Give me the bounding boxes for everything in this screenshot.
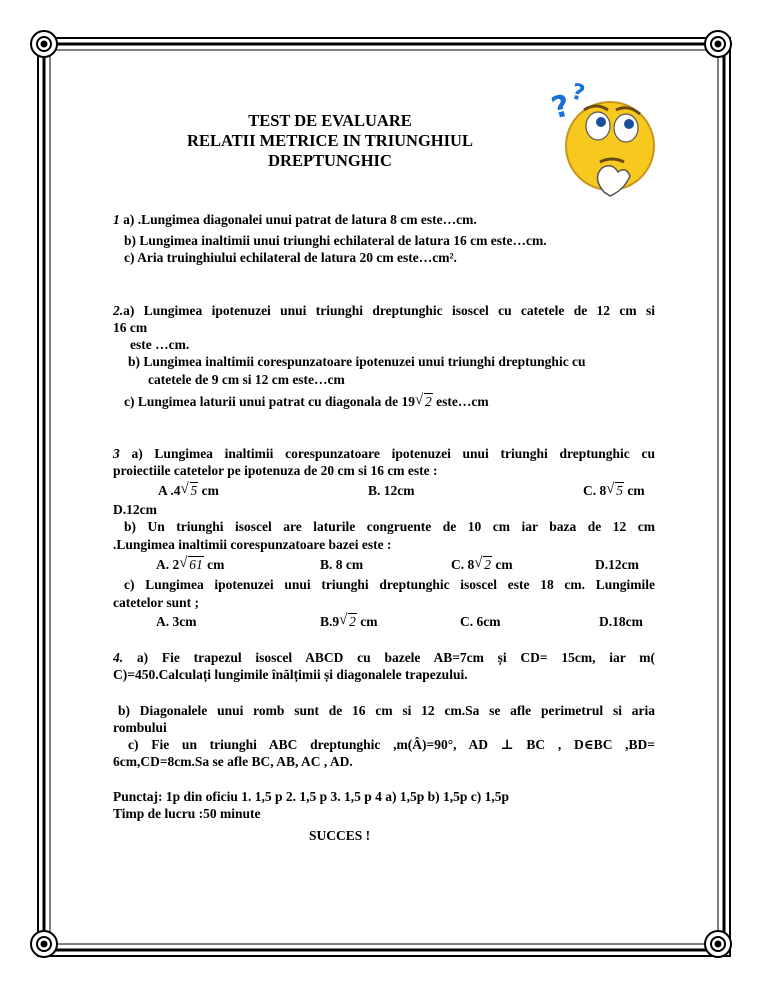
q4-a-line1: 4. a) Fie trapezul isoscel ABCD cu bazele AB=7cm și CD= 15cm, iar m( xyxy=(113,650,655,665)
q3-a-option-b: B. 12cm xyxy=(368,483,415,498)
q2-a-line2: 16 cm xyxy=(113,320,148,335)
sqrt-symbol: √ 5 xyxy=(606,483,624,499)
title-line-2: RELATII METRICE IN TRIUNGHIUL xyxy=(187,131,473,150)
q4-a-line2: C)=450.Calculați lungimile înălțimii și diagonalele trapezului. xyxy=(113,667,468,682)
q2-number: 2. xyxy=(113,303,124,318)
q3-b-option-b: B. 8 cm xyxy=(320,557,364,572)
q1-b: b) Lungimea inaltimii unui triunghi echilateral de latura 16 cm este…cm. xyxy=(124,233,547,248)
q2-c: c) Lungimea laturii unui patrat cu diagonala de 19√ 2 este…cm xyxy=(124,394,489,410)
q3-a-option-a: A .4√ 5 cm xyxy=(158,483,219,499)
q2-a-line1: 2.a) Lungimea ipotenuzei unui triunghi dreptunghic isoscel cu catetele de 12 cm si xyxy=(113,303,655,318)
svg-text:?: ? xyxy=(548,88,574,127)
q4-b-line2: rombului xyxy=(113,720,167,735)
q4-b-line1: b) Diagonalele unui romb sunt de 16 cm si 12 cm.Sa se afle perimetrul si aria xyxy=(118,703,655,718)
q1-c: c) Aria truinghiului echilateral de latura 20 cm este…cm². xyxy=(124,250,457,265)
q3-a-line1: 3 a) Lungimea inaltimii corespunzatoare ipotenuzei unui triunghi dreptunghic cu xyxy=(113,446,655,461)
q3-b-option-a: A. 2√ 61 cm xyxy=(156,557,224,573)
q1-a: 1 a) .Lungimea diagonalei unui patrat de latura 8 cm este…cm. xyxy=(113,212,477,227)
q4-c-line1: c) Fie un triunghi ABC dreptunghic ,m(Â)=90°, AD ⊥ BC , D∈BC ,BD= xyxy=(128,737,655,752)
sqrt-symbol: √ 5 xyxy=(181,483,199,499)
q2-a-line3: este …cm. xyxy=(130,337,190,352)
q3-b-option-c: C. 8√ 2 cm xyxy=(451,557,513,573)
sqrt-symbol: √ 2 xyxy=(415,394,433,410)
q3-number: 3 xyxy=(113,446,120,461)
q3-c-line2: catetelor sunt ; xyxy=(113,595,199,610)
q3-c-option-c: C. 6cm xyxy=(460,614,501,629)
q3-c-option-b: B.9√ 2 cm xyxy=(320,614,378,630)
q4-c-line2: 6cm,CD=8cm.Sa se afle BC, AB, AC , AD. xyxy=(113,754,353,769)
q3-c-option-d: D.18cm xyxy=(599,614,643,629)
punctaj-line: Punctaj: 1p din oficiu 1. 1,5 p 2. 1,5 p 3. 1,5 p 4 a) 1,5p b) 1,5p c) 1,5p xyxy=(113,789,510,804)
q3-b-line2: .Lungimea inaltimii corespunzatoare bazei este : xyxy=(113,537,392,552)
q3-c-line1: c) Lungimea ipotenuzei unui triunghi dreptunghic isoscel este 18 cm. Lungimile xyxy=(124,577,655,592)
sqrt-symbol: √ 2 xyxy=(474,557,492,573)
q4-number: 4. xyxy=(113,650,124,665)
q3-a-option-c: C. 8√ 5 cm xyxy=(583,483,645,499)
q2-b-line2: catetele de 9 cm si 12 cm este…cm xyxy=(148,372,345,387)
succes-text: SUCCES ! xyxy=(309,828,371,843)
q3-a-option-d: D.12cm xyxy=(113,502,157,517)
sqrt-symbol: √ 61 xyxy=(179,557,204,573)
q3-b-option-d: D.12cm xyxy=(595,557,639,572)
q1-number: 1 xyxy=(113,212,120,227)
title-line-3: DREPTUNGHIC xyxy=(268,151,392,170)
q3-c-option-a: A. 3cm xyxy=(156,614,197,629)
q2-b-line1: b) Lungimea inaltimii corespunzatoare ipotenuzei unui triunghi dreptunghic cu xyxy=(128,354,586,369)
title-line-1: TEST DE EVALUARE xyxy=(248,111,412,130)
timp-line: Timp de lucru :50 minute xyxy=(113,806,261,821)
svg-text:?: ? xyxy=(569,80,587,107)
q3-a-line2: proiectiile catetelor pe ipotenuza de 20 cm si 16 cm este : xyxy=(113,463,438,478)
sqrt-symbol: √ 2 xyxy=(339,614,357,630)
q3-b-line1: b) Un triunghi isoscel are laturile congruente de 10 cm iar baza de 12 cm xyxy=(124,519,655,534)
